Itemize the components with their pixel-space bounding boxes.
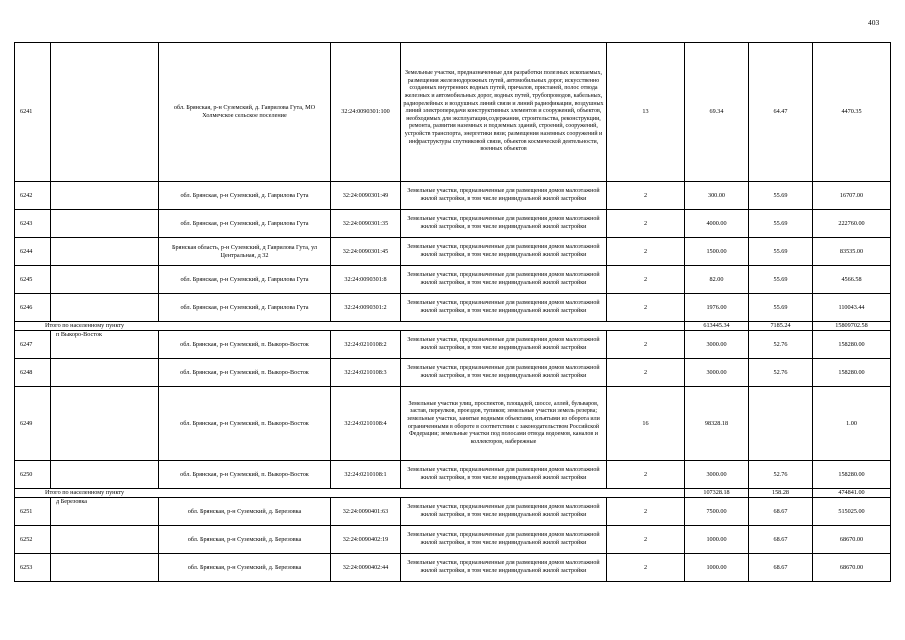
specific-value: 55.69	[749, 294, 813, 322]
permitted-use: Земельные участки, предназначенные для размещения домов малоэтажной жилой застройки, в том числе индивидуальной жилой застройки	[401, 554, 607, 582]
cadastral-value: 222760.00	[813, 210, 891, 238]
cadastral-value: 83535.00	[813, 238, 891, 266]
specific-value: 68.67	[749, 554, 813, 582]
row-number: 6253	[15, 554, 51, 582]
row-number: 6247	[15, 331, 51, 359]
cadastral-number: 32:24:0090301:2	[331, 294, 401, 322]
use-group: 2	[607, 266, 685, 294]
permitted-use: Земельные участки, предназначенные для размещения домов малоэтажной жилой застройки, в том числе индивидуальной жилой застройки	[401, 266, 607, 294]
area: 1500.00	[685, 238, 749, 266]
table-row	[15, 359, 891, 387]
cadastral-value: 158280.00	[813, 331, 891, 359]
row-number: 6243	[15, 210, 51, 238]
area: 82.00	[685, 266, 749, 294]
cadastral-value: 110043.44	[813, 294, 891, 322]
total-area: 613445.34	[685, 322, 749, 331]
settlement-total-row	[15, 322, 891, 331]
specific-value: 55.69	[749, 238, 813, 266]
settlement-name: п Выкоро-Восток	[51, 331, 159, 359]
total-label: Итого по населенному пункту	[15, 322, 685, 331]
address: обл. Брянская, р-н Суземский, п. Выкоро-Восток	[159, 461, 331, 489]
settlement-name	[51, 266, 159, 294]
address: обл. Брянская, р-н Суземский, д. Гаврилова Гута	[159, 266, 331, 294]
settlement-name	[51, 387, 159, 461]
table-row	[15, 294, 891, 322]
table-row	[15, 498, 891, 526]
address: обл. Брянская, р-н Суземский, д. Березовка	[159, 554, 331, 582]
permitted-use: Земельные участки, предназначенные для размещения домов малоэтажной жилой застройки, в том числе индивидуальной жилой застройки	[401, 294, 607, 322]
area: 1000.00	[685, 554, 749, 582]
cadastral-number: 32:24:0210108:3	[331, 359, 401, 387]
use-group: 2	[607, 526, 685, 554]
permitted-use: Земельные участки, предназначенные для размещения домов малоэтажной жилой застройки, в том числе индивидуальной жилой застройки	[401, 359, 607, 387]
total-value: 474841.00	[813, 489, 891, 498]
permitted-use: Земельные участки, предназначенные для размещения домов малоэтажной жилой застройки, в том числе индивидуальной жилой застройки	[401, 526, 607, 554]
area: 4000.00	[685, 210, 749, 238]
use-group: 2	[607, 498, 685, 526]
permitted-use: Земельные участки, предназначенные для размещения домов малоэтажной жилой застройки, в том числе индивидуальной жилой застройки	[401, 238, 607, 266]
total-value: 15809702.58	[813, 322, 891, 331]
permitted-use: Земельные участки, предназначенные для размещения домов малоэтажной жилой застройки, в том числе индивидуальной жилой застройки	[401, 461, 607, 489]
settlement-name	[51, 43, 159, 182]
settlement-total-row	[15, 489, 891, 498]
cadastral-number: 32:24:0090301:100	[331, 43, 401, 182]
total-rate: 158.28	[749, 489, 813, 498]
area: 1000.00	[685, 526, 749, 554]
specific-value: 52.76	[749, 359, 813, 387]
use-group: 13	[607, 43, 685, 182]
area: 300.00	[685, 182, 749, 210]
cadastral-value: 1.00	[813, 387, 891, 461]
cadastral-value: 16707.00	[813, 182, 891, 210]
settlement-name	[51, 461, 159, 489]
table-row	[15, 238, 891, 266]
address: обл. Брянская, р-н Суземский, п. Выкоро-Восток	[159, 359, 331, 387]
cadastral-number: 32:24:0210108:1	[331, 461, 401, 489]
use-group: 2	[607, 238, 685, 266]
row-number: 6242	[15, 182, 51, 210]
specific-value: 64.47	[749, 43, 813, 182]
permitted-use: Земельные участки, предназначенные для размещения домов малоэтажной жилой застройки, в том числе индивидуальной жилой застройки	[401, 210, 607, 238]
permitted-use: Земельные участки улиц, проспектов, площадей, шоссе, аллей, бульваров, застав, переулков, проездов, тупиков; земельные участки земель резерва; земельные участки, занятые водными объектами, изъятыми из оборота или ограниченными в обороте в соответствии с законодательством Российской Федерации; земельные участки под полосами отвода водоемов, каналов и коллекторов, набережные	[401, 387, 607, 461]
settlement-name	[51, 182, 159, 210]
area: 7500.00	[685, 498, 749, 526]
cadastral-value: 158280.00	[813, 359, 891, 387]
cadastral-number: 32:24:0090301:49	[331, 182, 401, 210]
table-row	[15, 182, 891, 210]
settlement-name	[51, 526, 159, 554]
cadastral-value: 4566.58	[813, 266, 891, 294]
area: 3000.00	[685, 359, 749, 387]
permitted-use: Земельные участки, предназначенные для размещения домов малоэтажной жилой застройки, в том числе индивидуальной жилой застройки	[401, 498, 607, 526]
cadastral-number: 32:24:0210108:4	[331, 387, 401, 461]
table-row	[15, 387, 891, 461]
row-number: 6251	[15, 498, 51, 526]
permitted-use: Земельные участки, предназначенные для размещения домов малоэтажной жилой застройки, в том числе индивидуальной жилой застройки	[401, 182, 607, 210]
table-row	[15, 331, 891, 359]
use-group: 16	[607, 387, 685, 461]
address: обл. Брянская, р-н Суземский, д. Гаврилова Гута, МО Холмечское сельское поселение	[159, 43, 331, 182]
row-number: 6249	[15, 387, 51, 461]
settlement-name	[51, 554, 159, 582]
table-row	[15, 210, 891, 238]
cadastral-number: 32:24:0090301:45	[331, 238, 401, 266]
cadastral-number: 32:24:0210108:2	[331, 331, 401, 359]
specific-value	[749, 387, 813, 461]
table-row	[15, 43, 891, 182]
total-rate: 7185.24	[749, 322, 813, 331]
cadastral-value: 68670.00	[813, 526, 891, 554]
cadastral-number: 32:24:0090401:63	[331, 498, 401, 526]
cadastral-number: 32:24:0090402:19	[331, 526, 401, 554]
cadastral-value: 515025.00	[813, 498, 891, 526]
specific-value: 52.76	[749, 331, 813, 359]
row-number: 6252	[15, 526, 51, 554]
table-row	[15, 461, 891, 489]
use-group: 2	[607, 554, 685, 582]
row-number: 6241	[15, 43, 51, 182]
use-group: 2	[607, 331, 685, 359]
permitted-use: Земельные участки, предназначенные для разработки полезных ископаемых, размещения железнодорожных путей, автомобильных дорог, искусственно созданных внутренних водных путей, причалов, пристаней, полос отвода железных и автомобильных дорог, водных путей, трубопроводов, кабельных, радиорелейных и воздушных линий связи и линий радиофикации, воздушных линий электропередачи конструктивных элементов и сооружений, объектов, необходимых для эксплуатации,содержания, строительства, реконструкции, ремонта, развития наземных и подземных зданий, строений, сооружений, устройств транспорта, энергетики вязи; размещения наземных сооружений и инфраструктуры спутниковой связи, объектов космической деятельности, военных объектов	[401, 43, 607, 182]
cadastral-value: 4470.35	[813, 43, 891, 182]
address: обл. Брянская, р-н Суземский, д. Березовка	[159, 526, 331, 554]
specific-value: 68.67	[749, 498, 813, 526]
address: обл. Брянская, р-н Суземский, п. Выкоро-Восток	[159, 331, 331, 359]
specific-value: 52.76	[749, 461, 813, 489]
table-row	[15, 554, 891, 582]
area: 1976.00	[685, 294, 749, 322]
area: 98328.18	[685, 387, 749, 461]
total-label: Итого по населенному пункту	[15, 489, 685, 498]
use-group: 2	[607, 210, 685, 238]
table-row	[15, 266, 891, 294]
cadastral-value: 158280.00	[813, 461, 891, 489]
specific-value: 55.69	[749, 210, 813, 238]
cadastral-number: 32:24:0090402:44	[331, 554, 401, 582]
area: 3000.00	[685, 331, 749, 359]
row-number: 6248	[15, 359, 51, 387]
land-plots-table	[14, 42, 891, 582]
total-area: 107328.18	[685, 489, 749, 498]
settlement-name: д Березовка	[51, 498, 159, 526]
settlement-name	[51, 238, 159, 266]
settlement-name	[51, 210, 159, 238]
area: 3000.00	[685, 461, 749, 489]
row-number: 6244	[15, 238, 51, 266]
row-number: 6250	[15, 461, 51, 489]
specific-value: 68.67	[749, 526, 813, 554]
cadastral-number: 32:24:0090301:8	[331, 266, 401, 294]
address: обл. Брянская, р-н Суземский, д. Гаврилова Гута	[159, 182, 331, 210]
use-group: 2	[607, 359, 685, 387]
cadastral-value: 68670.00	[813, 554, 891, 582]
row-number: 6245	[15, 266, 51, 294]
table-row	[15, 526, 891, 554]
area: 69.34	[685, 43, 749, 182]
address: обл. Брянская, р-н Суземский, д. Гаврилова Гута	[159, 210, 331, 238]
settlement-name	[51, 359, 159, 387]
permitted-use: Земельные участки, предназначенные для размещения домов малоэтажной жилой застройки, в том числе индивидуальной жилой застройки	[401, 331, 607, 359]
use-group: 2	[607, 294, 685, 322]
row-number: 6246	[15, 294, 51, 322]
page-number: 403	[868, 18, 880, 27]
address: обл. Брянская, р-н Суземский, п. Выкоро-Восток	[159, 387, 331, 461]
address: обл. Брянская, р-н Суземский, д. Гаврилова Гута	[159, 294, 331, 322]
address: Брянская область, р-н Суземский, д Гаврилова Гута, ул Центральная, д 32	[159, 238, 331, 266]
specific-value: 55.69	[749, 182, 813, 210]
specific-value: 55.69	[749, 266, 813, 294]
use-group: 2	[607, 461, 685, 489]
settlement-name	[51, 294, 159, 322]
cadastral-number: 32:24:0090301:35	[331, 210, 401, 238]
address: обл. Брянская, р-н Суземский, д. Березовка	[159, 498, 331, 526]
use-group: 2	[607, 182, 685, 210]
